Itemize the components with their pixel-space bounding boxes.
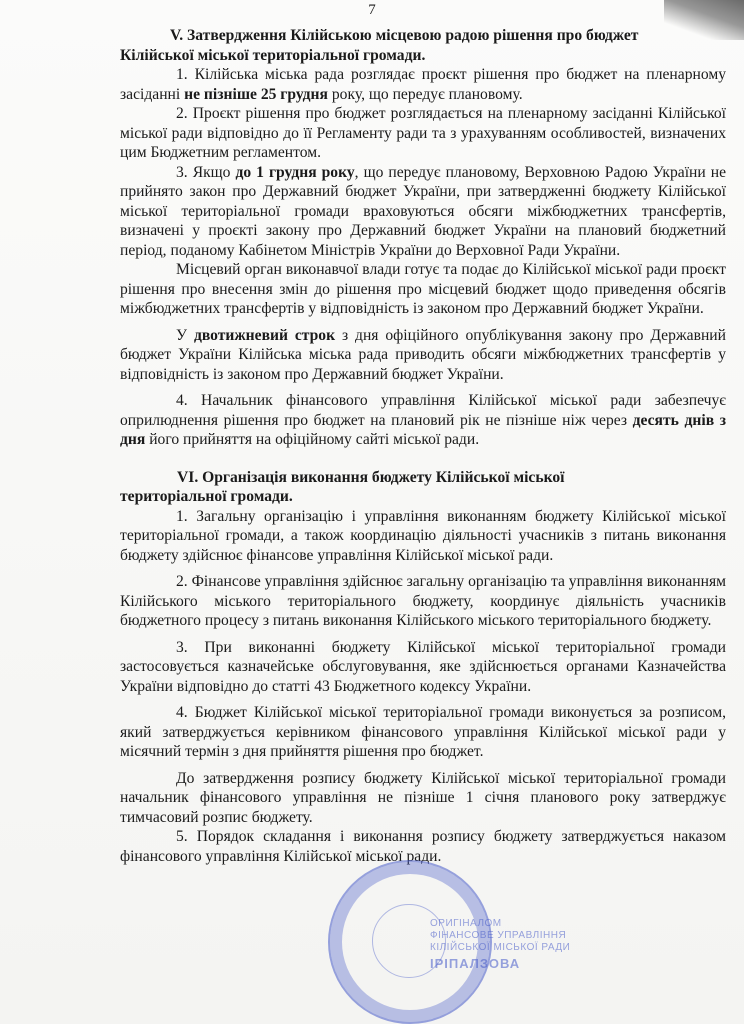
text-run: У <box>176 326 194 344</box>
section-vi-paragraph-4: 4. Бюджет Кілійської міської територіальної громади виконується за розписом, який затверджується керівником фінансового управління Кілійської міської ради у місячний термін з дня прийняття рішення про бюджет. <box>120 704 726 760</box>
stamp-text <box>430 918 580 970</box>
text-run: 1. Кілійська міська рада розглядає проєкт рішення про бюджет на пленарному засіданні <box>120 66 726 103</box>
text-run: , що передує плановому, Верховною Радою України не прийнято закон про Державний бюджет України, при затвердженні бюджету Кілійської міської територіальної громади враховуються обсяги міжбюджетних трансфертів, визначені у проєкті закону про Державний бюджет України на плановий бюджетний період, поданому Кабінетом Міністрів України до Верховної Ради України. <box>120 163 726 259</box>
text-run: 4. Начальник фінансового управління Кілійської міської ради забезпечує оприлюднення рішення про бюджет на плановий рік не пізніше ніж через <box>120 392 726 429</box>
stamp-line: ФІНАНСОВЕ УПРАВЛІННЯ <box>430 930 567 941</box>
section-vi-heading-line1: VI. Організація виконання бюджету Кілійської міської <box>177 468 565 486</box>
section-v-paragraph-5 <box>120 326 726 385</box>
page-number: 7 <box>368 2 376 18</box>
section-vi-paragraph-1: 1. Загальну організацію і управління виконанням бюджету Кілійської міської територіальної громади, а також координацію діяльності учасників з питань виконання бюджету здійснює фінансове управління Кілійської міської ради. <box>120 507 726 564</box>
stamp-line: КІЛІЙСЬКОЇ МІСЬКОЇ РАДИ <box>430 942 571 953</box>
section-vi-paragraph-2: 2. Фінансове управління здійснює загальну організацію та управління виконанням Кілійського міського територіального бюджету, координує діяльність учасників бюджетного процесу з питань виконання Кілійського міського територіального бюджету. <box>120 573 726 629</box>
text-run: 3. Якщо <box>176 163 236 181</box>
section-v-heading-line2: Кілійської міської територіальної громади. <box>120 46 426 64</box>
text-run: його прийняття на офіційному сайті міської ради. <box>145 431 480 448</box>
bold-run: десять днів з дня <box>120 411 726 448</box>
bold-run: до 1 грудня року <box>235 163 355 181</box>
section-v-paragraph-6 <box>120 391 726 450</box>
section-v-paragraph-2: 2. Проєкт рішення про бюджет розглядається на пленарному засіданні Кілійської міської ради відповідно до її Регламенту ради та з урахуванням особливостей, визначених цим Бюджетним регламентом. <box>120 105 726 161</box>
section-vi-paragraph-3: 3. При виконанні бюджету Кілійської міської територіальної громади застосовується казначейське обслуговування, яке здійснюється органами Казначейства України відповідно до статті 43 Бюджетного кодексу України. <box>120 638 726 695</box>
text-run: з дня офіційного опублікування закону про Державний бюджет України Кілійська міська рада приводить обсяги міжбюджетних трансфертів у відповідність із законом про Державний бюджет України. <box>120 326 726 383</box>
section-vi-paragraph-6: 5. Порядок складання і виконання розпису бюджету затверджується наказом фінансового управління Кілійської міської ради. <box>120 828 726 865</box>
text-run: року, що передує плановому. <box>327 85 523 103</box>
section-v-paragraph-4: Місцевий орган виконавчої влади готує та подає до Кілійської міської ради проєкт рішення про внесення змін до рішення про місцевий бюджет щодо приведення обсягів міжбюджетних трансфертів у відповідність із законом про Державний бюджет України. <box>120 261 726 317</box>
section-v-paragraph-3 <box>120 163 726 261</box>
section-vi-paragraph-5: До затвердження розпису бюджету Кілійської міської територіальної громади начальник фінансового управління не пізніше 1 січня планового року затверджує тимчасовий розпис бюджету. <box>120 769 726 826</box>
section-v-paragraph-1 <box>120 65 726 104</box>
bold-run: двотижневий строк <box>193 326 336 344</box>
bold-run: не пізніше 25 грудня <box>184 85 328 103</box>
section-v-heading-line1: V. Затвердження Кілійською місцевою радою рішення про бюджет <box>170 27 639 44</box>
section-vi-heading-line2: територіальної громади. <box>120 488 293 505</box>
stamp-signature: ІРІПАЛЗОВА <box>430 956 521 971</box>
stamp-line: ОРИГІНАЛОМ <box>430 918 502 929</box>
section-v-heading <box>120 26 726 65</box>
document-body <box>120 26 726 866</box>
section-vi-heading <box>120 468 726 507</box>
